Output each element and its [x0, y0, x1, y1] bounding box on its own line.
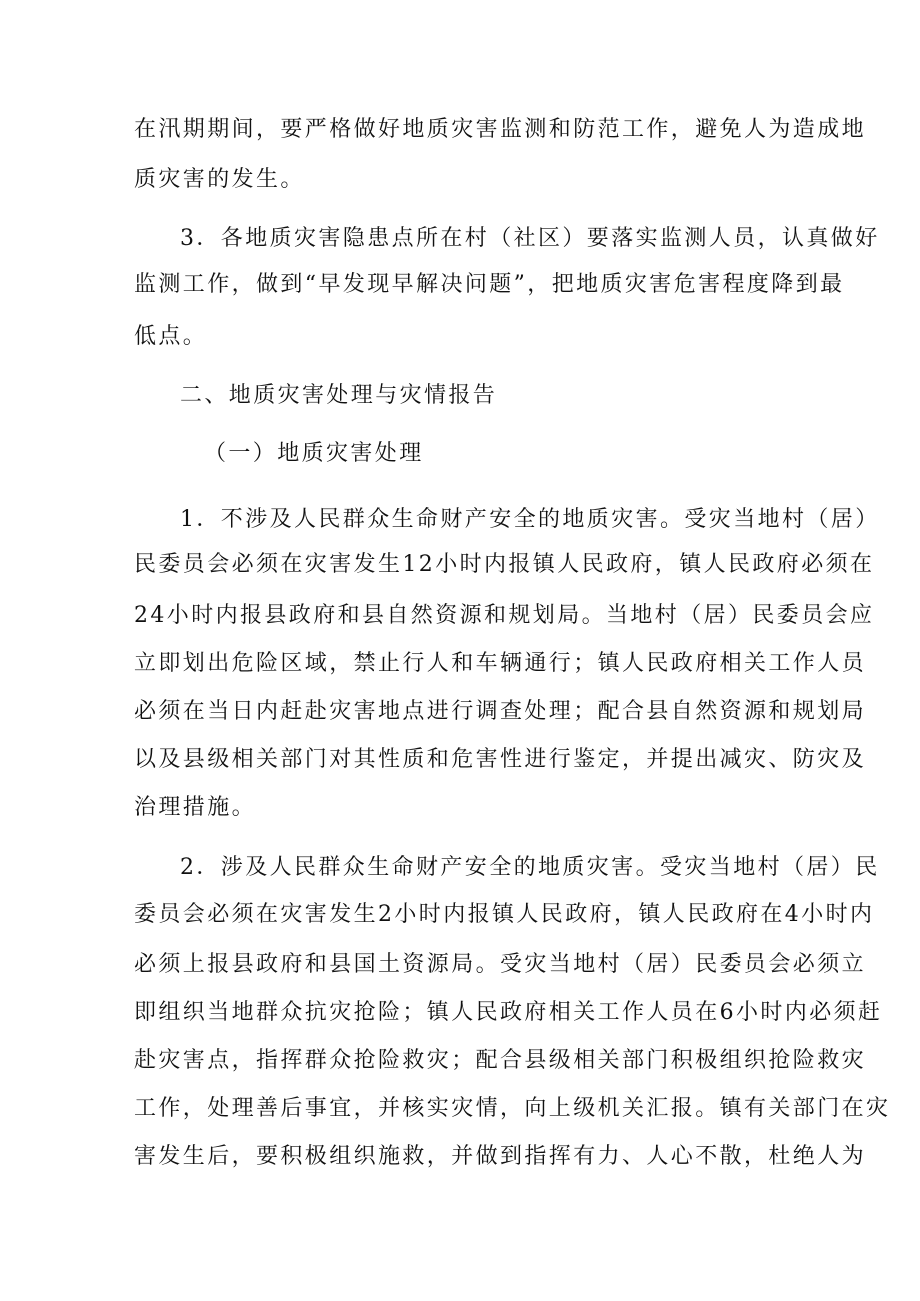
paragraph-line: 治理措施。 [134, 795, 257, 820]
paragraph-line: 必须在当日内赶赴灾害地点进行调查处理；配合县自然资源和规划局 [134, 699, 867, 724]
paragraph-line: 以及县级相关部门对其性质和危害性进行鉴定，并提出减灾、防灾及 [134, 747, 867, 772]
paragraph-line: 赴灾害点，指挥群众抢险救灾；配合县级相关部门积极组织抢险救灾 [134, 1048, 867, 1073]
section-heading: 二、地质灾害处理与灾情报告 [180, 383, 498, 408]
paragraph-line: 低点。 [134, 324, 208, 349]
paragraph-line: 1．不涉及人民群众生命财产安全的地质灾害。受灾当地村（居） [180, 507, 880, 532]
paragraph-line: 24小时内报县政府和县自然资源和规划局。当地村（居）民委员会应 [134, 603, 875, 628]
paragraph-line: 3．各地质灾害隐患点所在村（社区）要落实监测人员，认真做好 [180, 226, 880, 251]
paragraph-line: 工作，处理善后事宜，并核实灾情，向上级机关汇报。镇有关部门在灾 [134, 1096, 891, 1121]
paragraph-line: 监测工作，做到“早发现早解决问题”，把地质灾害危害程度降到最 [134, 272, 845, 297]
paragraph-line: 即组织当地群众抗灾抢险；镇人民政府相关工作人员在6小时内必须赶 [134, 1000, 883, 1025]
paragraph-line: 必须上报县政府和县国土资源局。受灾当地村（居）民委员会必须立 [134, 952, 867, 977]
paragraph-line: 在汛期期间，要严格做好地质灾害监测和防范工作，避免人为造成地 [134, 117, 867, 142]
paragraph-line: 害发生后，要积极组织施救，并做到指挥有力、人心不散，杜绝人为 [134, 1144, 867, 1169]
paragraph-line: 立即划出危险区域，禁止行人和车辆通行；镇人民政府相关工作人员 [134, 651, 867, 676]
subsection-heading: （一）地质灾害处理 [204, 441, 424, 466]
paragraph-line: 委员会必须在灾害发生2小时内报镇人民政府，镇人民政府在4小时内 [134, 902, 875, 927]
paragraph-line: 2．涉及人民群众生命财产安全的地质灾害。受灾当地村（居）民 [180, 855, 880, 880]
paragraph-line: 质灾害的发生。 [134, 167, 305, 192]
paragraph-line: 民委员会必须在灾害发生12小时内报镇人民政府，镇人民政府必须在 [134, 552, 875, 577]
